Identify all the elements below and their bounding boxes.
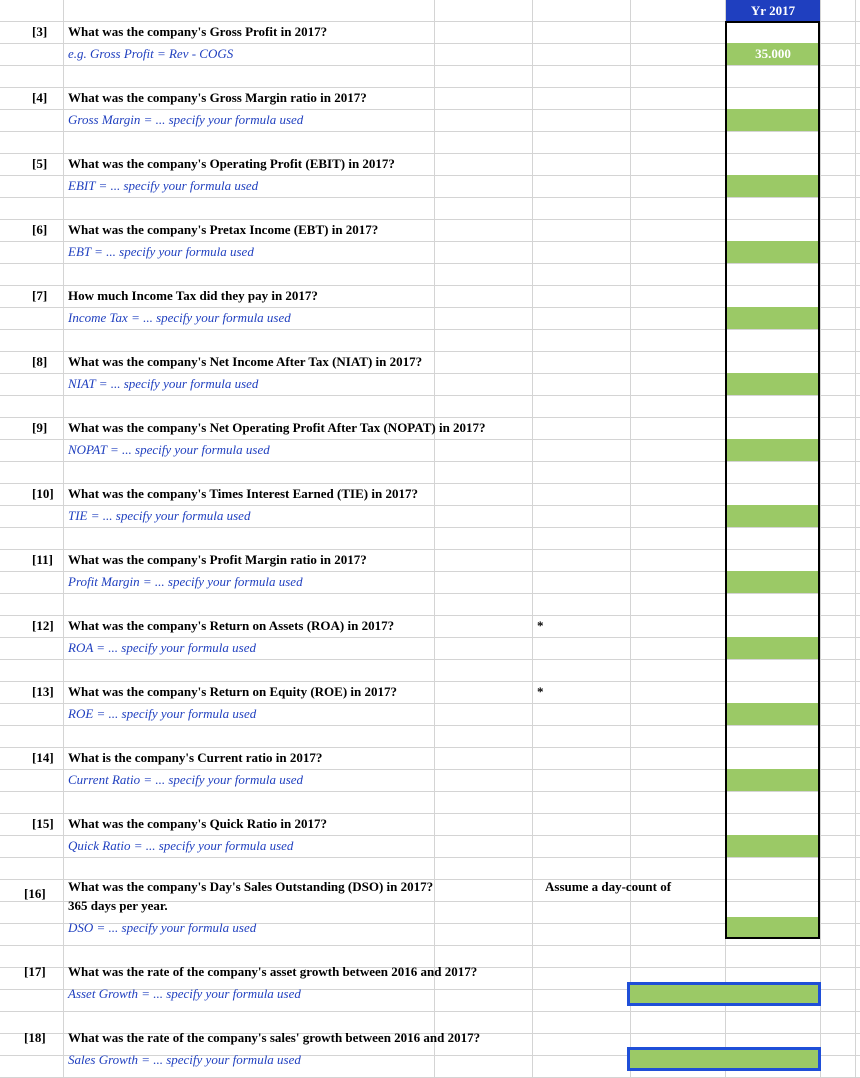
question-number: [6] <box>32 222 48 237</box>
question-text-continued: 365 days per year. <box>68 898 168 913</box>
selected-answer-box[interactable] <box>627 1047 821 1071</box>
formula-input[interactable]: Sales Growth = ... specify your formula used <box>68 1052 301 1067</box>
question-text: What was the company's Profit Margin ratio in 2017? <box>68 552 367 567</box>
grid-row-line <box>0 659 860 660</box>
grid-row-line <box>0 351 860 352</box>
answer-cell[interactable] <box>726 439 820 461</box>
grid-row-line <box>0 329 860 330</box>
formula-input[interactable]: Current Ratio = ... specify your formula used <box>68 772 304 787</box>
grid-row-line <box>0 395 860 396</box>
formula-input[interactable]: Gross Margin = ... specify your formula used <box>68 112 304 127</box>
selected-answer-box[interactable] <box>627 982 821 1006</box>
question-number: [5] <box>32 156 48 171</box>
grid-row-line <box>0 285 860 286</box>
question-number: [13] <box>32 684 54 699</box>
grid-row-line <box>0 197 860 198</box>
formula-input[interactable]: Income Tax = ... specify your formula used <box>68 310 291 325</box>
grid-col-line <box>532 0 533 1078</box>
grid-row-line <box>0 21 860 22</box>
grid-row-line <box>0 747 860 748</box>
answer-cell[interactable] <box>726 769 820 791</box>
answer-cell[interactable] <box>726 835 820 857</box>
grid-row-line <box>0 857 860 858</box>
grid-col-line <box>820 0 821 1078</box>
formula-input[interactable]: DSO = ... specify your formula used <box>68 920 257 935</box>
formula-input[interactable]: NIAT = ... specify your formula used <box>68 376 259 391</box>
formula-input[interactable]: EBT = ... specify your formula used <box>68 244 254 259</box>
question-text: What was the company's Gross Profit in 2017? <box>68 24 328 39</box>
grid-row-line <box>0 131 860 132</box>
question-number: [9] <box>32 420 48 435</box>
formula-input[interactable]: Profit Margin = ... specify your formula used <box>68 574 303 589</box>
answer-cell[interactable] <box>726 571 820 593</box>
answer-cell[interactable] <box>726 637 820 659</box>
grid-row-line <box>0 791 860 792</box>
question-number: [16] <box>24 886 46 901</box>
answer-cell[interactable] <box>726 109 820 131</box>
question-text: What was the company's Return on Assets (ROA) in 2017? <box>68 618 395 633</box>
formula-input[interactable]: EBIT = ... specify your formula used <box>68 178 259 193</box>
question-number: [8] <box>32 354 48 369</box>
answer-cell[interactable] <box>726 505 820 527</box>
question-text: What was the rate of the company's asset growth between 2016 and 2017? <box>68 964 478 979</box>
question-number: [12] <box>32 618 54 633</box>
question-number: [3] <box>32 24 48 39</box>
question-text: What was the rate of the company's sales' growth between 2016 and 2017? <box>68 1030 481 1045</box>
grid-row-line <box>0 813 860 814</box>
question-text: How much Income Tax did they pay in 2017? <box>68 288 318 303</box>
formula-input[interactable]: NOPAT = ... specify your formula used <box>68 442 270 457</box>
question-number: [10] <box>32 486 54 501</box>
question-number: [18] <box>24 1030 46 1045</box>
question-text: What was the company's Times Interest Earned (TIE) in 2017? <box>68 486 418 501</box>
grid-row-line <box>0 65 860 66</box>
grid-row-line <box>0 87 860 88</box>
formula-input[interactable]: ROE = ... specify your formula used <box>68 706 257 721</box>
grid-row-line <box>0 725 860 726</box>
answer-cell[interactable] <box>726 241 820 263</box>
question-number: [15] <box>32 816 54 831</box>
answer-cell[interactable] <box>726 307 820 329</box>
question-text: What was the company's Return on Equity (ROE) in 2017? <box>68 684 398 699</box>
asterisk-mark: * <box>537 684 544 699</box>
grid-row-line <box>0 153 860 154</box>
question-text: What is the company's Current ratio in 2017? <box>68 750 323 765</box>
question-text: What was the company's Net Operating Profit After Tax (NOPAT) in 2017? <box>68 420 486 435</box>
formula-input[interactable]: Asset Growth = ... specify your formula used <box>68 986 301 1001</box>
question-number: [17] <box>24 964 46 979</box>
answer-column-border <box>725 21 820 939</box>
answer-cell[interactable] <box>726 703 820 725</box>
question-number: [11] <box>32 552 53 567</box>
grid-row-line <box>0 681 860 682</box>
answer-cell[interactable] <box>726 373 820 395</box>
grid-row-line <box>0 263 860 264</box>
grid-row-line <box>0 549 860 550</box>
grid-row-line <box>0 483 860 484</box>
question-number: [7] <box>32 288 48 303</box>
grid-row-line <box>0 615 860 616</box>
formula-input[interactable]: ROA = ... specify your formula used <box>68 640 256 655</box>
answer-cell[interactable] <box>726 917 820 939</box>
question-text: What was the company's Pretax Income (EBT) in 2017? <box>68 222 379 237</box>
grid-row-line <box>0 461 860 462</box>
grid-col-line <box>630 0 631 1078</box>
formula-input[interactable]: e.g. Gross Profit = Rev - COGS <box>68 46 234 61</box>
question-number: [14] <box>32 750 54 765</box>
question-text: What was the company's Quick Ratio in 2017? <box>68 816 327 831</box>
answer-cell[interactable]: 35.000 <box>726 43 820 65</box>
formula-input[interactable]: Quick Ratio = ... specify your formula used <box>68 838 294 853</box>
question-text: What was the company's Day's Sales Outstanding (DSO) in 2017? <box>68 879 434 894</box>
question-number: [4] <box>32 90 48 105</box>
grid-col-line <box>63 0 64 1078</box>
grid-col-line <box>855 0 856 1078</box>
grid-col-line <box>434 0 435 1078</box>
grid-row-line <box>0 945 860 946</box>
grid-row-line <box>0 1011 860 1012</box>
question-text: What was the company's Gross Margin ratio in 2017? <box>68 90 367 105</box>
grid-row-line <box>0 219 860 220</box>
question-text: What was the company's Net Income After Tax (NIAT) in 2017? <box>68 354 423 369</box>
asterisk-mark: * <box>537 618 544 633</box>
grid-row-line <box>0 527 860 528</box>
question-text: What was the company's Operating Profit (EBIT) in 2017? <box>68 156 395 171</box>
answer-cell[interactable] <box>726 175 820 197</box>
formula-input[interactable]: TIE = ... specify your formula used <box>68 508 251 523</box>
question-note: Assume a day-count of <box>545 879 672 894</box>
grid-row-line <box>0 417 860 418</box>
year-header: Yr 2017 <box>726 0 820 21</box>
grid-row-line <box>0 593 860 594</box>
